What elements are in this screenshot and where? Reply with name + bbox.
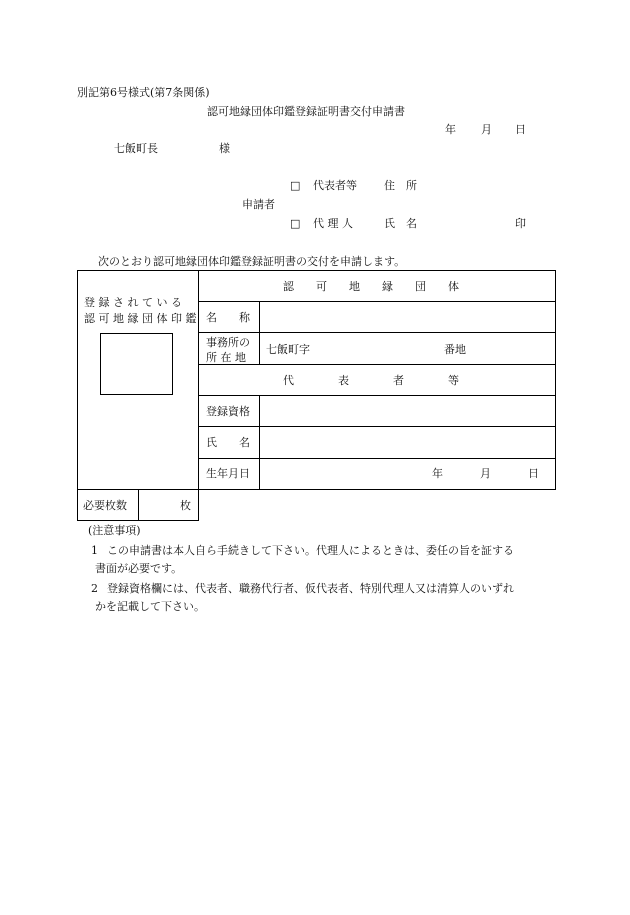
notes-heading: (注意事項)	[88, 524, 141, 537]
birth-label: 生年月日	[206, 467, 250, 480]
label-divider-top	[259, 301, 260, 364]
office-lot: 番地	[444, 343, 466, 356]
rep-header: 代 表 者 等	[283, 374, 459, 387]
note-1-number: 1	[91, 544, 98, 557]
table-border-copies-bottom	[77, 520, 198, 521]
seal-mark: 印	[515, 217, 526, 230]
row-line-1	[198, 301, 556, 302]
qualification-field[interactable]	[262, 398, 553, 426]
addressee-honorific: 様	[219, 142, 230, 155]
date-day: 日	[515, 123, 526, 136]
note-2-line2: かを記載して下さい。	[95, 600, 205, 613]
birth-year: 年	[432, 467, 443, 480]
office-town: 七飯町字	[266, 343, 310, 356]
org-header: 認 可 地 縁 団 体	[283, 280, 459, 293]
row-line-5	[198, 426, 556, 427]
note-2-line1: 登録資格欄には、代表者、職務代行者、仮代表者、特別代理人又は清算人のいずれ	[107, 582, 514, 595]
row-line-2	[198, 332, 556, 333]
note-1-line1: この申請書は本人自ら手続きして下さい。代理人によるときは、委任の旨を証する	[107, 544, 514, 557]
rep-name-label: 氏 名	[206, 436, 250, 449]
statement: 次のとおり認可地縁団体印鑑登録証明書の交付を申請します。	[98, 255, 406, 268]
qualification-label: 登録資格	[206, 405, 250, 418]
name-label: 氏 名	[384, 217, 417, 230]
table-border-main-bottom	[77, 489, 556, 490]
org-name-field[interactable]	[262, 304, 553, 332]
note-1-line2: 書面が必要です。	[95, 562, 183, 575]
table-divider-copies	[138, 489, 139, 520]
row-line-6	[198, 458, 556, 459]
date-month: 月	[481, 123, 492, 136]
registered-seal-label-1: 登 録 さ れ て い る	[84, 296, 182, 309]
office-label-2: 所 在 地	[206, 351, 246, 364]
label-divider-bottom	[259, 395, 260, 490]
seal-impression-box[interactable]	[100, 333, 173, 395]
role-agent: 代 理 人	[313, 217, 353, 230]
table-border-top	[77, 270, 556, 271]
checkbox-representative[interactable]: □	[290, 179, 301, 192]
addressee-name: 七飯町長	[114, 142, 158, 155]
copies-label: 必要枚数	[83, 499, 127, 512]
table-border-right	[555, 270, 556, 490]
address-label: 住 所	[384, 179, 417, 192]
rep-name-field[interactable]	[262, 429, 553, 457]
row-line-4	[198, 395, 556, 396]
birth-month: 月	[480, 467, 491, 480]
date-year: 年	[445, 123, 456, 136]
form-number: 別記第6号様式(第7条関係)	[77, 86, 210, 99]
org-name-label: 名 称	[206, 311, 250, 324]
office-label-1: 事務所の	[206, 336, 250, 349]
role-representative: 代表者等	[313, 179, 357, 192]
table-border-left	[77, 270, 78, 521]
note-2-number: 2	[91, 582, 98, 595]
copies-unit: 枚	[180, 499, 191, 512]
registered-seal-label-2: 認 可 地 縁 団 体 印 鑑	[84, 312, 197, 325]
row-line-3	[198, 364, 556, 365]
birth-day: 日	[528, 467, 539, 480]
applicant-label: 申請者	[242, 198, 275, 211]
form-title: 認可地縁団体印鑑登録証明書交付申請書	[207, 105, 405, 118]
checkbox-agent[interactable]: □	[290, 217, 301, 230]
